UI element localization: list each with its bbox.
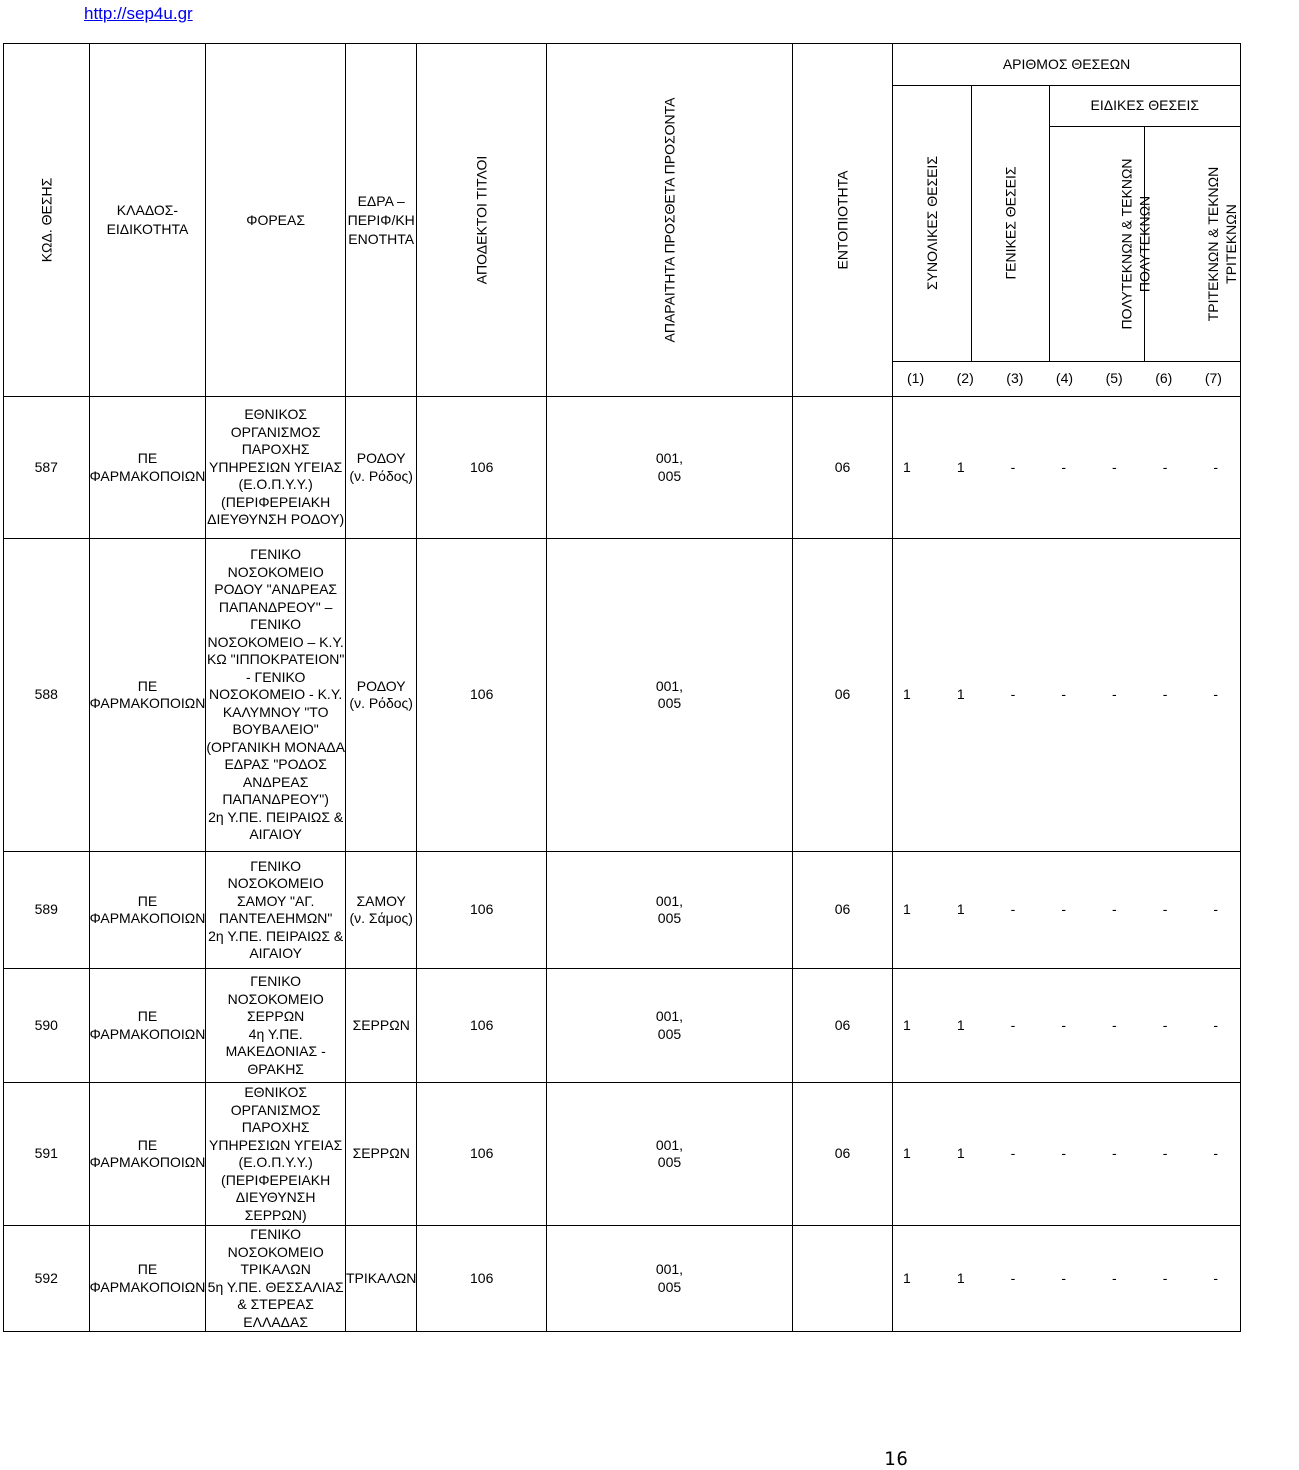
count-value: -	[1213, 1269, 1219, 1286]
klados-cell	[89, 1226, 206, 1332]
count-value: -	[1061, 1269, 1066, 1286]
count-value: -	[1061, 1016, 1066, 1033]
foreas-line: 2η Υ.ΠΕ. ΠΕΙΡΑΙΩΣ &	[208, 927, 344, 944]
entopiotita-cell: 06	[792, 397, 892, 539]
foreas-line: ΠΑΡΟΧΗΣ	[241, 441, 310, 458]
foreas-cell	[206, 1226, 346, 1332]
foreas-line: 2η Υ.ΠΕ. ΠΕΙΡΑΙΩΣ &	[208, 808, 344, 825]
foreas-line: ΚΑΛΥΜΝΟΥ "ΤΟ	[222, 703, 329, 720]
klados-cell	[89, 1083, 206, 1226]
foreas-cell	[206, 969, 346, 1083]
count-value: -	[1061, 1145, 1066, 1162]
column-number: (3)	[1006, 370, 1024, 387]
edra-line: ΣΕΡΡΩΝ	[352, 1145, 410, 1162]
prosonta-line: 001,	[655, 1008, 684, 1024]
foreas-line: ΔΙΕΥΘΥΝΣΗ	[235, 1189, 316, 1205]
foreas-line: ΝΟΣΟΚΟΜΕΙΟ	[227, 990, 324, 1007]
titloi-cell: 106	[417, 852, 547, 969]
counts-cell	[893, 1226, 1241, 1332]
count-value: -	[1162, 1016, 1168, 1033]
foreas-line: ΝΟΣΟΚΟΜΕΙΟ - Κ.Υ.	[209, 686, 343, 703]
header-foreas: ΦΟΡΕΑΣ	[206, 44, 346, 397]
prosonta-cell	[546, 539, 792, 852]
foreas-line: (ΠΕΡΙΦΕΡΕΙΑΚΗ	[221, 1171, 331, 1188]
header-triteknon-line: ΤΡΙΤΕΚΝΩΝ	[1222, 203, 1239, 284]
count-value: -	[1112, 686, 1117, 703]
count-value: 1	[903, 1145, 911, 1162]
entopiotita-cell: 06	[792, 852, 892, 969]
counts-cell	[893, 852, 1241, 969]
header-link[interactable]: http://sep4u.gr	[84, 4, 193, 23]
header-prosonta: ΑΠΑΡΑΙΤΗΤΑ ΠΡΟΣΘΕΤΑ ΠΡΟΣΟΝΤΑ	[546, 44, 792, 397]
foreas-line: ΡΟΔΟΥ "ΑΝΔΡΕΑΣ	[214, 581, 338, 598]
position-code: 591	[4, 1083, 90, 1226]
count-value: -	[1061, 901, 1066, 918]
column-number: (4)	[1055, 370, 1074, 387]
header-edra-line: ΕΝΟΤΗΤΑ	[348, 230, 415, 247]
foreas-line: ΓΕΝΙΚΟ	[250, 1226, 302, 1242]
prosonta-line: 005	[657, 910, 682, 926]
foreas-line: ΥΠΗΡΕΣΙΩΝ ΥΓΕΙΑΣ	[209, 1136, 343, 1153]
count-value: -	[1112, 458, 1117, 475]
foreas-line: ΤΡΙΚΑΛΩΝ	[240, 1261, 311, 1277]
klados-line: ΠΕ	[137, 677, 158, 694]
column-number: (1)	[907, 370, 925, 387]
count-value: 1	[903, 1269, 911, 1286]
count-value: -	[1213, 901, 1219, 918]
count-value: 1	[956, 1269, 965, 1286]
klados-line: ΦΑΡΜΑΚΟΠΟΙΩΝ	[89, 467, 206, 484]
foreas-line: ΟΡΓΑΝΙΣΜΟΣ	[230, 1101, 321, 1118]
prosonta-line: 001,	[655, 677, 684, 694]
table-row	[4, 1083, 1241, 1226]
edra-line: ΣΑΜΟΥ	[356, 892, 406, 909]
prosonta-cell	[546, 852, 792, 969]
prosonta-line: 001,	[655, 892, 684, 909]
titloi-cell: 106	[417, 969, 547, 1083]
position-code: 588	[4, 539, 90, 852]
header-genikes: ΓΕΝΙΚΕΣ ΘΕΣΕΙΣ	[1003, 166, 1020, 281]
prosonta-line: 001,	[655, 450, 684, 466]
header-edra-line: ΠΕΡΙΦ/ΚΗ	[347, 211, 415, 228]
column-number: (5)	[1105, 370, 1123, 387]
count-value: -	[1010, 1016, 1016, 1033]
header-klados-line: ΚΛΑΔΟΣ-	[116, 202, 179, 218]
foreas-line: ΚΩ "ΙΠΠΟΚΡΑΤΕΙΟΝ"	[206, 651, 345, 668]
header-triteknon	[1144, 126, 1240, 361]
edra-line: ΡΟΔΟΥ	[356, 450, 406, 466]
klados-line: ΦΑΡΜΑΚΟΠΟΙΩΝ	[89, 1154, 206, 1170]
foreas-line: ΠΑΠΑΝΔΡΕΟΥ" –	[218, 598, 333, 615]
foreas-line: ΕΛΛΑΔΑΣ	[243, 1313, 309, 1330]
count-value: -	[1162, 686, 1168, 703]
klados-cell	[89, 397, 206, 539]
edra-cell	[346, 852, 417, 969]
count-value: -	[1162, 1145, 1168, 1162]
edra-cell	[346, 969, 417, 1083]
foreas-line: ΔΙΕΥΘΥΝΣΗ ΡΟΔΟΥ)	[207, 511, 345, 528]
foreas-line: ΑΝΔΡΕΑΣ	[242, 773, 309, 790]
foreas-line: 5η Υ.ΠΕ. ΘΕΣΣΑΛΙΑΣ	[207, 1278, 344, 1295]
count-value: -	[1061, 458, 1066, 475]
foreas-line: (Ε.Ο.Π.Υ.Υ.)	[238, 476, 313, 493]
column-number: (6)	[1155, 370, 1173, 387]
edra-line: (ν. Σάμος)	[349, 910, 413, 926]
klados-line: ΠΕ	[137, 450, 158, 466]
foreas-line: ΓΕΝΙΚΟ	[250, 857, 302, 874]
klados-line: ΠΕ	[137, 1008, 158, 1024]
page-number: 16	[884, 1448, 909, 1470]
count-value: 1	[903, 901, 911, 918]
header-polyteknon-line: ΠΟΛΥΤΕΚΝΩΝ & ΤΕΚΝΩΝ	[1118, 158, 1135, 330]
header-column-numbers	[893, 362, 1240, 396]
foreas-line: 4η Υ.ΠΕ.	[248, 1025, 303, 1042]
counts-cell	[893, 397, 1241, 539]
header-klados	[89, 44, 206, 397]
foreas-line: ΒΟΥΒΑΛΕΙΟ"	[232, 721, 319, 738]
klados-line: ΦΑΡΜΑΚΟΠΟΙΩΝ	[89, 1278, 206, 1295]
klados-line: ΦΑΡΜΑΚΟΠΟΙΩΝ	[89, 910, 206, 926]
count-value: -	[1112, 1145, 1117, 1162]
count-value: -	[1162, 458, 1168, 475]
header-arithmos: ΑΡΙΘΜΟΣ ΘΕΣΕΩΝ	[893, 44, 1240, 85]
foreas-line: ΣΑΜΟΥ "ΑΓ.	[236, 892, 315, 909]
count-value: -	[1010, 901, 1016, 918]
count-value: -	[1061, 686, 1066, 703]
header-titloi: ΑΠΟΔΕΚΤΟΙ ΤΙΤΛΟΙ	[417, 44, 547, 397]
foreas-cell	[206, 852, 346, 969]
header-row	[4, 44, 1241, 397]
foreas-line: ΜΑΚΕΔΟΝΙΑΣ -	[225, 1043, 326, 1059]
prosonta-line: 001,	[655, 1136, 684, 1153]
count-value: -	[1112, 901, 1117, 918]
prosonta-line: 001,	[655, 1261, 684, 1277]
prosonta-line: 005	[657, 695, 682, 711]
count-value: 1	[956, 1145, 965, 1162]
header-polyteknon	[1049, 126, 1153, 361]
counts-cell	[893, 1083, 1241, 1226]
edra-cell	[346, 1083, 417, 1226]
foreas-line: ΟΡΓΑΝΙΣΜΟΣ	[230, 423, 321, 440]
foreas-line: ΓΕΝΙΚΟ	[250, 973, 302, 989]
prosonta-line: 005	[657, 1025, 682, 1042]
klados-cell	[89, 969, 206, 1083]
entopiotita-cell: 06	[792, 969, 892, 1083]
header-edra-line: ΕΔΡΑ –	[357, 192, 405, 209]
count-value: -	[1010, 686, 1016, 703]
header-klados-line: ΕΙΔΙΚΟΤΗΤΑ	[106, 221, 189, 237]
edra-line: (ν. Ρόδος)	[349, 467, 413, 484]
count-value: -	[1010, 1269, 1016, 1286]
counts-cell	[893, 539, 1241, 852]
header-synolikes: ΣΥΝΟΛΙΚΕΣ ΘΕΣΕΙΣ	[893, 86, 972, 362]
position-code: 592	[4, 1226, 90, 1332]
count-value: -	[1010, 1145, 1016, 1162]
entopiotita-cell	[792, 1226, 892, 1332]
position-code: 587	[4, 397, 90, 539]
header-entopiotita: ΕΝΤΟΠΙΟΤΗΤΑ	[792, 44, 892, 397]
count-value: -	[1213, 1016, 1219, 1033]
count-value: -	[1112, 1269, 1117, 1286]
edra-cell	[346, 397, 417, 539]
count-value: -	[1162, 901, 1168, 918]
foreas-cell	[206, 397, 346, 539]
foreas-line: ΘΡΑΚΗΣ	[247, 1060, 304, 1077]
foreas-cell	[206, 539, 346, 852]
foreas-line: & ΣΤΕΡΕΑΣ	[237, 1296, 314, 1312]
table-row	[4, 852, 1241, 969]
foreas-line: ΝΟΣΟΚΟΜΕΙΟ	[227, 563, 324, 580]
klados-cell	[89, 852, 206, 969]
count-value: -	[1162, 1269, 1168, 1286]
count-value: 1	[956, 458, 965, 475]
foreas-line: ΠΑΠΑΝΔΡΕΟΥ")	[222, 791, 329, 808]
foreas-line: ΣΕΡΡΩΝ	[247, 1008, 305, 1024]
klados-line: ΦΑΡΜΑΚΟΠΟΙΩΝ	[89, 695, 206, 711]
table-row	[4, 969, 1241, 1083]
entopiotita-cell: 06	[792, 1083, 892, 1226]
foreas-line: (ΟΡΓΑΝΙΚΗ ΜΟΝΑΔΑ	[206, 738, 345, 755]
column-number: (7)	[1204, 370, 1222, 387]
header-eidikes: ΕΙΔΙΚΕΣ ΘΕΣΕΙΣ	[1049, 85, 1240, 126]
position-code: 590	[4, 969, 90, 1083]
counts-cell	[893, 969, 1241, 1083]
titloi-cell: 106	[417, 397, 547, 539]
header-polyteknon-line: ΠΟΛΥΤΕΚΝΩΝ	[1136, 195, 1153, 292]
count-value: -	[1010, 458, 1016, 475]
header-edra	[346, 44, 417, 397]
count-value: 1	[956, 901, 965, 918]
foreas-line: ΠΑΝΤΕΛΕΗΜΩΝ"	[218, 910, 333, 926]
edra-line: (ν. Ρόδος)	[349, 695, 413, 711]
foreas-line: ΠΑΡΟΧΗΣ	[241, 1119, 310, 1135]
foreas-line: ΓΕΝΙΚΟ	[250, 546, 302, 563]
edra-line: ΡΟΔΟΥ	[356, 677, 406, 694]
klados-line: ΠΕ	[137, 1136, 158, 1153]
count-value: -	[1213, 458, 1219, 475]
count-value: -	[1213, 1145, 1219, 1162]
position-code: 589	[4, 852, 90, 969]
foreas-line: ΕΘΝΙΚΟΣ	[244, 406, 307, 423]
prosonta-cell	[546, 1083, 792, 1226]
count-value: -	[1213, 686, 1219, 703]
foreas-line: ΣΕΡΡΩΝ)	[244, 1206, 307, 1223]
table-row	[4, 1226, 1241, 1332]
foreas-line: ΕΔΡΑΣ "ΡΟΔΟΣ	[224, 756, 327, 773]
header-kod: ΚΩΔ. ΘΕΣΗΣ	[4, 44, 90, 397]
titloi-cell: 106	[417, 539, 547, 852]
foreas-line: ΑΙΓΑΙΟΥ	[249, 826, 302, 843]
foreas-line: ΝΟΣΟΚΟΜΕΙΟ	[227, 1243, 324, 1260]
edra-cell	[346, 1226, 417, 1332]
table-row	[4, 397, 1241, 539]
prosonta-cell	[546, 969, 792, 1083]
count-value: 1	[903, 686, 911, 703]
header-arithmos-theseon	[893, 44, 1241, 397]
count-value: 1	[956, 1016, 965, 1033]
prosonta-line: 005	[657, 1154, 682, 1170]
edra-cell	[346, 539, 417, 852]
foreas-line: ΓΕΝΙΚΟ	[250, 616, 302, 633]
count-value: -	[1112, 1016, 1117, 1033]
foreas-line: ΝΟΣΟΚΟΜΕΙΟ	[227, 875, 324, 891]
count-value: 1	[903, 458, 911, 475]
klados-line: ΠΕ	[137, 1261, 158, 1277]
edra-line: ΣΕΡΡΩΝ	[352, 1016, 410, 1033]
positions-table	[3, 43, 1241, 1332]
header-triteknon-line: ΤΡΙΤΕΚΝΩΝ & ΤΕΚΝΩΝ	[1204, 166, 1221, 322]
klados-line: ΠΕ	[137, 892, 158, 909]
titloi-cell: 106	[417, 1226, 547, 1332]
foreas-line: (Ε.Ο.Π.Υ.Υ.)	[238, 1154, 313, 1170]
klados-line: ΦΑΡΜΑΚΟΠΟΙΩΝ	[89, 1025, 206, 1042]
klados-cell	[89, 539, 206, 852]
foreas-line: ΝΟΣΟΚΟΜΕΙΟ – Κ.Υ.	[207, 633, 344, 650]
entopiotita-cell: 06	[792, 539, 892, 852]
foreas-line: ΑΙΓΑΙΟΥ	[249, 945, 302, 961]
edra-line: ΤΡΙΚΑΛΩΝ	[346, 1269, 417, 1286]
titloi-cell: 106	[417, 1083, 547, 1226]
foreas-cell	[206, 1083, 346, 1226]
column-number: (2)	[956, 370, 974, 387]
foreas-line: ΕΘΝΙΚΟΣ	[244, 1084, 307, 1100]
prosonta-cell	[546, 397, 792, 539]
count-value: 1	[956, 686, 965, 703]
prosonta-line: 005	[657, 467, 682, 484]
prosonta-line: 005	[657, 1278, 682, 1295]
foreas-line: (ΠΕΡΙΦΕΡΕΙΑΚΗ	[221, 493, 331, 510]
prosonta-cell	[546, 1226, 792, 1332]
count-value: 1	[903, 1016, 911, 1033]
foreas-line: ΥΠΗΡΕΣΙΩΝ ΥΓΕΙΑΣ	[209, 458, 343, 475]
foreas-line: - ΓΕΝΙΚΟ	[245, 668, 306, 685]
table-row	[4, 539, 1241, 852]
